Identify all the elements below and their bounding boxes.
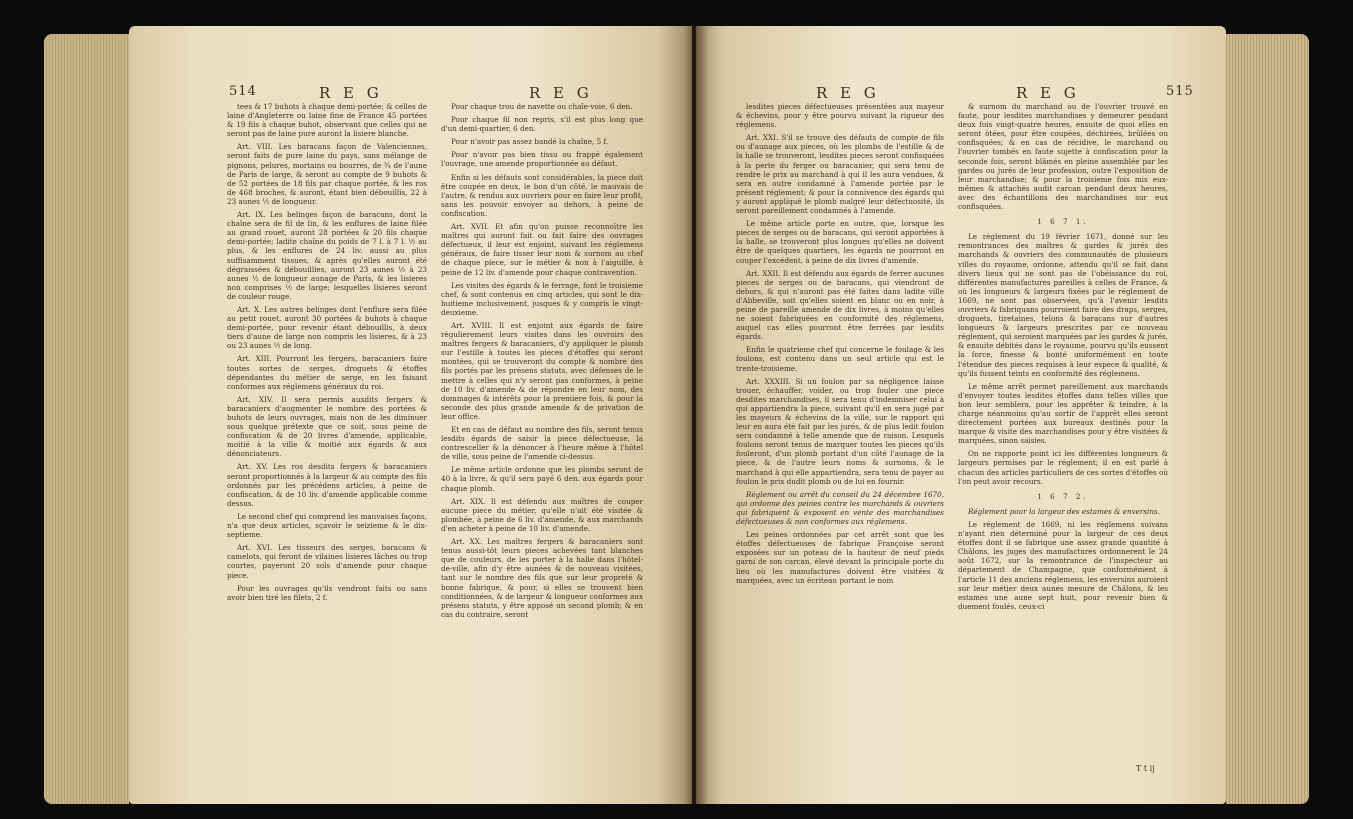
paragraph: Enfin si les défauts sont considérables, la piece doit être coupée en deux, le bon d'un côté, le mauvais de l'autre, & rendus aux ouvriers pour en faire leur profit, sans les pouvoir envoyer au dehors, à peine de confiscation.: [441, 172, 643, 218]
right-running-head: R E G: [816, 84, 880, 102]
left-page-edges: [44, 34, 129, 804]
paragraph: Art. XVII. Et afin qu'on puisse reconnoître les maîtres qui auront fait ou fait faire des ouvrages défectueux, il leur est enjoint, suivant les réglemens généraux, de faire tisser leur nom & surnom au chef de chaque piece, sur le métier & non à l'aiguille, à peine de 12 liv. d'amende pour chaque contravention.: [441, 222, 643, 277]
paragraph: Le même article ordonne que les plombs seront de 40 à la livre, & qu'il sera payé 6 den. aux égards pour chaque plomb.: [441, 465, 643, 493]
paragraph: Pour n'avoir pas assez bandé la chaîne, 5 f.: [451, 137, 609, 147]
paragraph: Les peines ordonnées par cet arrêt sont que les étoffes défectueuses de fabrique Françoise seront exposées sur un poteau de la hauteur de neuf pieds garni de son carcan, élevé devant la principale porte du lieu où les manufactures doivent être visitées & marquées, avec un écriteau portant le nom: [736, 530, 944, 585]
paragraph: Pour n'avoir pas bien tissu ou frappé également l'ouvrage, une amende proportionnée au défaut.: [441, 150, 643, 169]
paragraph: Enfin le quatrieme chef qui concerne le foulage & les foulons, est contenu dans un seul article qui est le trente-troisieme.: [736, 345, 944, 373]
paragraph: Pour chaque fil non repris, s'il est plus long que d'un demi-quartier, 6 den.: [441, 115, 643, 134]
paragraph: Art. IX. Les belinges façon de baracans, dont la chaîne sera de fil de lin, & les enflures de laine filée au grand rouet, auront 28 portées & 20 fils chaque demi-portée; ladite chaîne du poids de 7 l. à 7 l. ½ au plus, & les enflures de 24 liv. aussi au plus suffisamment tissues, & après qu'elles auront été dégraissées & débouillies, auront 23 aunes ½ à 23 aunes ½ de longueur aunage de Paris, & les lisieres non comprises ½ de large; lesquelles lisieres seront de couleur rouge.: [227, 210, 427, 301]
paragraph: 1 6 7 1.: [1037, 217, 1089, 227]
paragraph: Art. XXI. S'il se trouve des défauts de compte de fils ou d'aunage aux pieces, où les plombs de l'estille & de la halle se trouveront, lesdites pieces seront confisquées à la perte du ferger ou baracanier, qui sera tenu de rendre le prix au marchand à qui il les aura vendues, & sera en outre condamné à l'amende portée par le présent réglement; & pour la connivence des égards qui y auront appliqué le plomb malgré leur défectuosité, ils seront pareillement condamnés à l'amende.: [736, 133, 944, 216]
paragraph: Le réglement de 1669, ni les réglemens suivans n'ayant rien déterminé pour la largeur de ces deux étoffes dont il se fabrique une assez grande quantité à Châlons, les juges des manufactures ordonnerent le 24 août 1672, sur la remontrance de l'inspecteur au département de Champagne, que conformément à l'article 11 des anciens réglemens, les enversins auroient sur leur métier deux aunes mesure de Châlons, & les estames une aune sept huit, pour revenir bien & duement foulés, ceux-ci: [958, 519, 1168, 611]
left-column-2: [441, 102, 643, 623]
paragraph: Et en cas de défaut au nombre des fils, seront tenus lesdits égards de saisir la piece défectueuse, la contresceller & la dénoncer à l'heure même à l'hôtel de ville, sous peine de l'amende ci-dessus.: [441, 425, 643, 462]
paragraph: Le réglement du 19 février 1671, donné sur les remontrances des maîtres & gardes & jurés des marchands & ouvriers des communautés de plusieurs villes du royaume, ordonne, attendu qu'il se fait dans divers lieux qui ne sont pas de l'obéissance du roi, différentes manufactures pareilles à celles de France, & où les longueurs & largeurs fixées par le réglement de 1669, ne sont pas observées, qu'à l'avenir lesdits ouvriers & fabriquans pourroient faire des draps, serges, droguets, tiretaines, telons & baracans sur d'autres longueurs & largeurs prescrites par ce nouveau réglement, qui seroient marquées par les gardes & jurés, & ensuite débités dans le royaume, pourvu qu'ils eussent la force, finesse & bonté uniformément en toute l'étendue des pieces requises à leur espece & qualité, & qu'ils fussent teints en conformité des réglemens.: [958, 232, 1168, 378]
paragraph: Art. XIV. Il sera permis auxdits fergers & baracaniers d'augmenter le nombre des portées & buhots de leurs ouvrages, mais non de les diminuer sous quelque prétexte que ce soit, sous peine de confiscation & de 20 livres d'amende, applicable, moitié à la ville & moitié aux égards & aux dénonciateurs.: [227, 394, 427, 459]
paragraph: Le même article porte en outre, que, lorsque les pieces de serges ou de baracans, qui seront apportées à la halle, se trouveront plus longues qu'elles ne doivent être de quelques quartiers, les égards ne pourront en couper l'excédent, à peine de dix livres d'amende.: [736, 219, 944, 265]
paragraph: Le même arrêt permet pareillement aux marchands d'envoyer toutes lesdites étoffes dans telles villes que bon leur semblera, pour les apprêter & teindre, à la charge néanmoins qu'au sortir de l'apprêt elles seront directement portées aux bureaux destinés pour la marque & visite des marchandises pour y être visitées & marquées, sinon saisies.: [958, 381, 1168, 446]
paragraph: Le second chef qui comprend les mauvaises façons, n'a que deux articles, sçavoir le seizieme & le dix-septieme.: [227, 511, 427, 540]
paragraph: 1 6 7 2.: [1037, 491, 1089, 501]
right-page: [696, 26, 1226, 804]
paragraph: Art. XV. Les ros desdits fergers & baracaniers seront proportionnés à la largeur & au compte des fils ordonnés par les précédens articles, à peine de confiscation, & de 10 liv. d'amende applicable comme dessus.: [227, 462, 427, 508]
paragraph: Art. XVIII. Il est enjoint aux égards de faire régulierement leurs visites dans les ouvroirs des maîtres fergers & baracaniers, d'y appliquer le plomb sur l'estille à toutes les pieces d'étoffes qui seront montées, qui se trouveront du compte & nombre des fils portés par les présens statuts, avec défenses de le mettre à celles qui n'y seront pas conformes, à peine de 10 liv. d'amende & de répondre en leur nom, des dommages & intérêts pour la premiere fois, & pour la seconde des plus grande amende & de privation de leur office.: [441, 320, 643, 421]
paragraph: Art. XIX. Il est défendu aux maîtres de couper aucune piece du métier, qu'elle n'ait été visitée & plombée, à peine de 6 liv. d'amende, & aux marchands d'en acheter à peine de 10 liv. d'amende.: [441, 496, 643, 533]
left-page-number: 514: [229, 84, 257, 99]
paragraph: Les visites des égards & le ferrage, font le troisieme chef, & sont contenus en cinq articles, qui sont le dix-huitieme inclusivement, jusques & y compris le vingt-deuxieme.: [441, 280, 643, 317]
left-running-head: R E G: [319, 84, 383, 102]
paragraph: Art. XXII. Il est défendu aux égards de ferrer aucunes pieces de serges ou de baracans, qui viendront de dehors, & qui n'auront pas été faites dans ladite ville d'Abbeville, soit qu'elles soient en blanc ou en noir, à peine de pareille amende de dix livres, à moins qu'elles ne soient fabriquées en conformité des réglemens, auquel cas elles pourront être ferrées par lesdits égards.: [736, 268, 944, 342]
open-book: [44, 14, 1309, 809]
paragraph: Pour les ouvrages qu'ils vendront faits ou sans avoir bien tiré les filets, 2 f.: [227, 583, 427, 602]
paragraph: Art. VIII. Les baracans façon de Valenciennes, seront faits de pure laine du pays, sans mélange de pignons, pelures, mortains ou bourres, de ¾ de l'aune de Paris de large, & seront au compte de 9 buhots & de 52 portées de 18 fils par chaque portée, & les ros de 468 broches, & auront, étant bien débouillis, 22 à 23 aunes ½ de longueur.: [227, 142, 427, 206]
paragraph: tees & 17 buhots à chaque demi-portée; & celles de laine d'Angleterre ou laine fine de France 45 portées & 19 fils à chaque buhot, observant que celles qui ne seront pas de laine pure auront la lisiere blanche.: [227, 102, 427, 139]
signature-mark: T t ij: [1136, 764, 1155, 773]
paragraph: & surnom du marchand ou de l'ouvrier trouvé en faute, pour lesdites marchandises y demeurer pendant deux fois vingt-quatre heures, ensuite de quoi elles en seront ôtées, pour être coupées, déchirées, brûlées ou confisquées; & en cas de récidive, le marchand ou l'ouvrier tombés en faute sujette à confiscation pour la seconde fois, seront blâmés en pleine assemblée par les gardes ou jurés de leur profession, outre l'exposition de leur marchandise; & pour la troisieme fois mis eux-mêmes & attachés audit carcan pendant deux heures, avec des échantillons des marchandises sur eux confisquées.: [958, 102, 1168, 212]
paragraph: Art. XX. Les maîtres fergers & baracaniers sont tenus aussi-tôt leurs pieces achevées tant blanches que de couleurs, de les porter à la halle dans l'hôtel-de-ville, afin d'y être aunées & de nouveau visitées, tant sur le nombre des fils que sur leur propreté & bonne fabrique, & pour, si elles se trouvent bien conditionnées, & de largeur & longueur conformes aux présens statuts, y être apposé un second plomb; & en cas du contraire, seront: [441, 537, 643, 619]
paragraph: Art. XXXIII. Si un foulon par sa négligence laisse trouer, échauffer, voider, ou trop fouler une piece desdites marchandises, il sera tenu d'indemniser celui à qui appartiendra la piece, suivant qu'il en sera jugé par les mayeurs & échevins de la ville, sur le rapport qui leur en aura été fait par les jurés, & de plus ledit foulon sera condamné à telle amende que de raison. Lesquels foulons seront tenus de marquer toutes les pieces qu'ils fouleront, d'un plomb portant d'un côté l'aunage de la piece, & de l'autre leurs noms & surnoms, & le marchand à qui elle appartiendra, sera tenu de payer au foulon le prix dudit plomb ou de lui en fournir.: [736, 376, 944, 486]
left-column-1: [227, 102, 427, 606]
paragraph: Art. X. Les autres belinges dont l'enflure sera filée au petit rouet, auront 30 portées & buhots à chaque demi-portée, pour revenir étant débouillis, à deux tiers d'aune de large non compris les lisieres, & à 23 ou 23 aunes ½ de long.: [227, 304, 427, 351]
paragraph: Pour chaque trou de navette ou chaîe-voie, 6 den.: [451, 102, 633, 111]
paragraph: Réglement ou arrêt du conseil du 24 décembre 1670, qui ordonne des peines contre les marchands & ouvriers qui fabriquent & exposent en vente des marchandises défectueuses & non conformes aux réglemens.: [736, 489, 944, 527]
paragraph: Art. XVI. Les tisseurs des serges, baracans & camelots, qui feront de vilaines lisieres lâches ou trop courtes, payeront 20 sols d'amende pour chaque piece.: [227, 543, 427, 580]
left-page: [129, 26, 692, 804]
book-gutter: [684, 26, 708, 804]
left-running-head-2: R E G: [529, 84, 593, 102]
paragraph: Art. XIII. Pourront les fergers, baracaniers faire toutes sortes de serges, droguets & étoffes dépendantes du métier de serge, en les faisant conformes aux réglemens généraux du roi.: [227, 354, 427, 391]
paragraph: lesdites pieces défectueuses présentées aux mayeur & échevins, pour y être pourvu suivant la rigueur des réglemens.: [736, 102, 944, 130]
right-column-2: [958, 102, 1168, 615]
paragraph: On ne rapporte point ici les différentes longueurs & largeurs permises par le réglement; il en est parlé à chacun des articles particuliers de ces sortes d'étoffes où l'on peut avoir recours.: [958, 449, 1168, 486]
paragraph: Réglement pour la largeur des estames & enversins.: [968, 506, 1160, 516]
right-running-head-2: R E G: [1016, 84, 1080, 102]
right-column-1: [736, 102, 944, 589]
right-page-number: 515: [1166, 84, 1194, 99]
right-page-edges: [1226, 34, 1309, 804]
